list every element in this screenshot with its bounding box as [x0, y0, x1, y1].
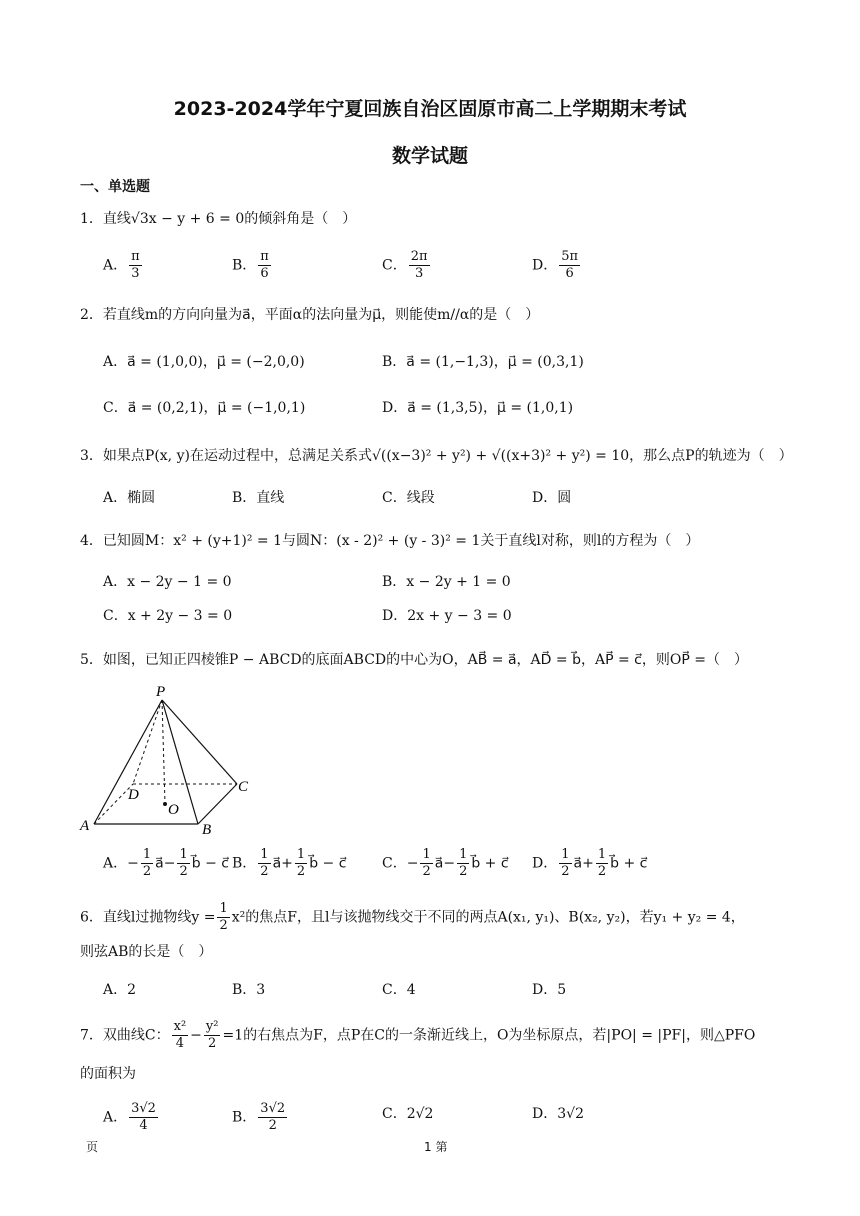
q7-option-b: B． $\frac{3√2}{2}$ [232, 1101, 286, 1133]
q6-option-d: D．5 [532, 982, 567, 998]
q3-option-b: B．直线 [232, 490, 285, 506]
q6-option-a: A．2 [103, 982, 137, 998]
question-6-stem: 6．直线l过抛物线y = $\frac{1}{2}$ x²的焦点F，且l与该抛物线交于不同的两点A(x₁, y₁)、B(x₂, y₂)，若y₁ + y₂ = 4， [80, 901, 745, 933]
label-b: B [202, 822, 212, 838]
q1-option-c: C． $\frac{2\pi}{3}$ [382, 249, 428, 281]
q2-option-c: C．a⃗ = (0,2,1)，μ⃗ = (−1,0,1) [103, 400, 306, 416]
q2-option-a: A．a⃗ = (1,0,0)，μ⃗ = (−2,0,0) [103, 354, 305, 370]
question-3-stem: 3．如果点P(x, y)在运动过程中，总满足关系式√((x−3)² + y²) + √((x+3)² + y²) = 10，那么点P的轨迹为（ ） [80, 448, 793, 464]
page-subtitle: 数学试题 [391, 145, 468, 167]
q4-option-c: C．x + 2y − 3 = 0 [103, 608, 233, 624]
pyramid-figure [78, 680, 258, 840]
section-heading: 一、单选题 [80, 179, 150, 195]
question-7-stem: 7．双曲线C： $\frac{\text{x²}}{4}$ − $\frac{\text{y²}}{2}$ =1的右焦点为F，点P在C的一条渐近线上，O为坐标原点，若|PO| = |PF|，则△PFO [80, 1019, 756, 1051]
q3-option-c: C．线段 [382, 490, 435, 506]
q2-option-b: B．a⃗ = (1,−1,3)，μ⃗ = (0,3,1) [382, 354, 584, 370]
label-c: C [238, 779, 249, 795]
question-5-stem: 5．如图，已知正四棱锥P − ABCD的底面ABCD的中心为O，AB⃗ = a⃗，AD⃗ = b⃗，AP⃗ = c⃗，则OP⃗ =（ ） [80, 652, 748, 668]
q6-option-b: B．3 [232, 982, 266, 998]
question-7-stem-cont: 的面积为 [80, 1066, 136, 1082]
point-o [163, 802, 167, 806]
question-6-stem-cont: 则弦AB的长是（ ） [80, 944, 213, 960]
q4-option-b: B．x − 2y + 1 = 0 [382, 574, 511, 590]
edge-pc [162, 700, 237, 784]
edge-pa [94, 700, 162, 824]
footer-page-number: 1 第 [424, 1140, 448, 1154]
question-4-stem: 4．已知圆M：x² + (y+1)² = 1与圆N：(x - 2)² + (y - 3)² = 1关于直线l对称，则l的方程为（ ） [80, 533, 700, 549]
edge-bc [198, 784, 237, 824]
question-1-stem: 1．直线√3x − y + 6 = 0的倾斜角是（ ） [80, 211, 357, 227]
label-a: A [80, 818, 90, 834]
q5-option-b: B． $\frac{1}{2}$ a⃗+ $\frac{1}{2}$ b⃗ − c⃗ [232, 847, 347, 879]
footer-left: 页 [86, 1140, 99, 1154]
q4-option-d: D．2x + y − 3 = 0 [382, 608, 512, 624]
q1-option-d: D． $\frac{5\pi}{6}$ [532, 249, 579, 281]
page-title: 2023-2024学年宁夏回族自治区固原市高二上学期期末考试 [173, 98, 687, 120]
edge-pd [133, 700, 162, 784]
q7-option-d: D．3√2 [532, 1106, 584, 1122]
edge-po [162, 700, 165, 804]
q7-option-a: A． $\frac{3√2}{4}$ [103, 1101, 156, 1133]
q5-option-a: A．− $\frac{1}{2}$ a⃗− $\frac{1}{2}$ b⃗ − c⃗ [103, 847, 229, 879]
q2-option-d: D．a⃗ = (1,3,5)，μ⃗ = (1,0,1) [382, 400, 574, 416]
q1-option-b: B． $\frac{\pi}{6}$ [232, 249, 269, 281]
q7-option-c: C．2√2 [382, 1106, 434, 1122]
label-d: D [128, 787, 139, 803]
label-o: O [168, 802, 179, 818]
q5-option-c: C．− $\frac{1}{2}$ a⃗− $\frac{1}{2}$ b⃗ + c⃗ [382, 847, 509, 879]
q6-option-c: C．4 [382, 982, 416, 998]
q3-option-d: D．圆 [532, 490, 572, 506]
q5-option-d: D． $\frac{1}{2}$ a⃗+ $\frac{1}{2}$ b⃗ + c⃗ [532, 847, 648, 879]
q3-option-a: A．椭圆 [103, 490, 156, 506]
q1-option-a: A． $\frac{\pi}{3}$ [103, 249, 140, 281]
question-2-stem: 2．若直线m的方向向量为a⃗，平面α的法向量为μ⃗，则能使m//α的是（ ） [80, 307, 540, 323]
q4-option-a: A．x − 2y − 1 = 0 [103, 574, 232, 590]
label-p: P [156, 684, 166, 700]
